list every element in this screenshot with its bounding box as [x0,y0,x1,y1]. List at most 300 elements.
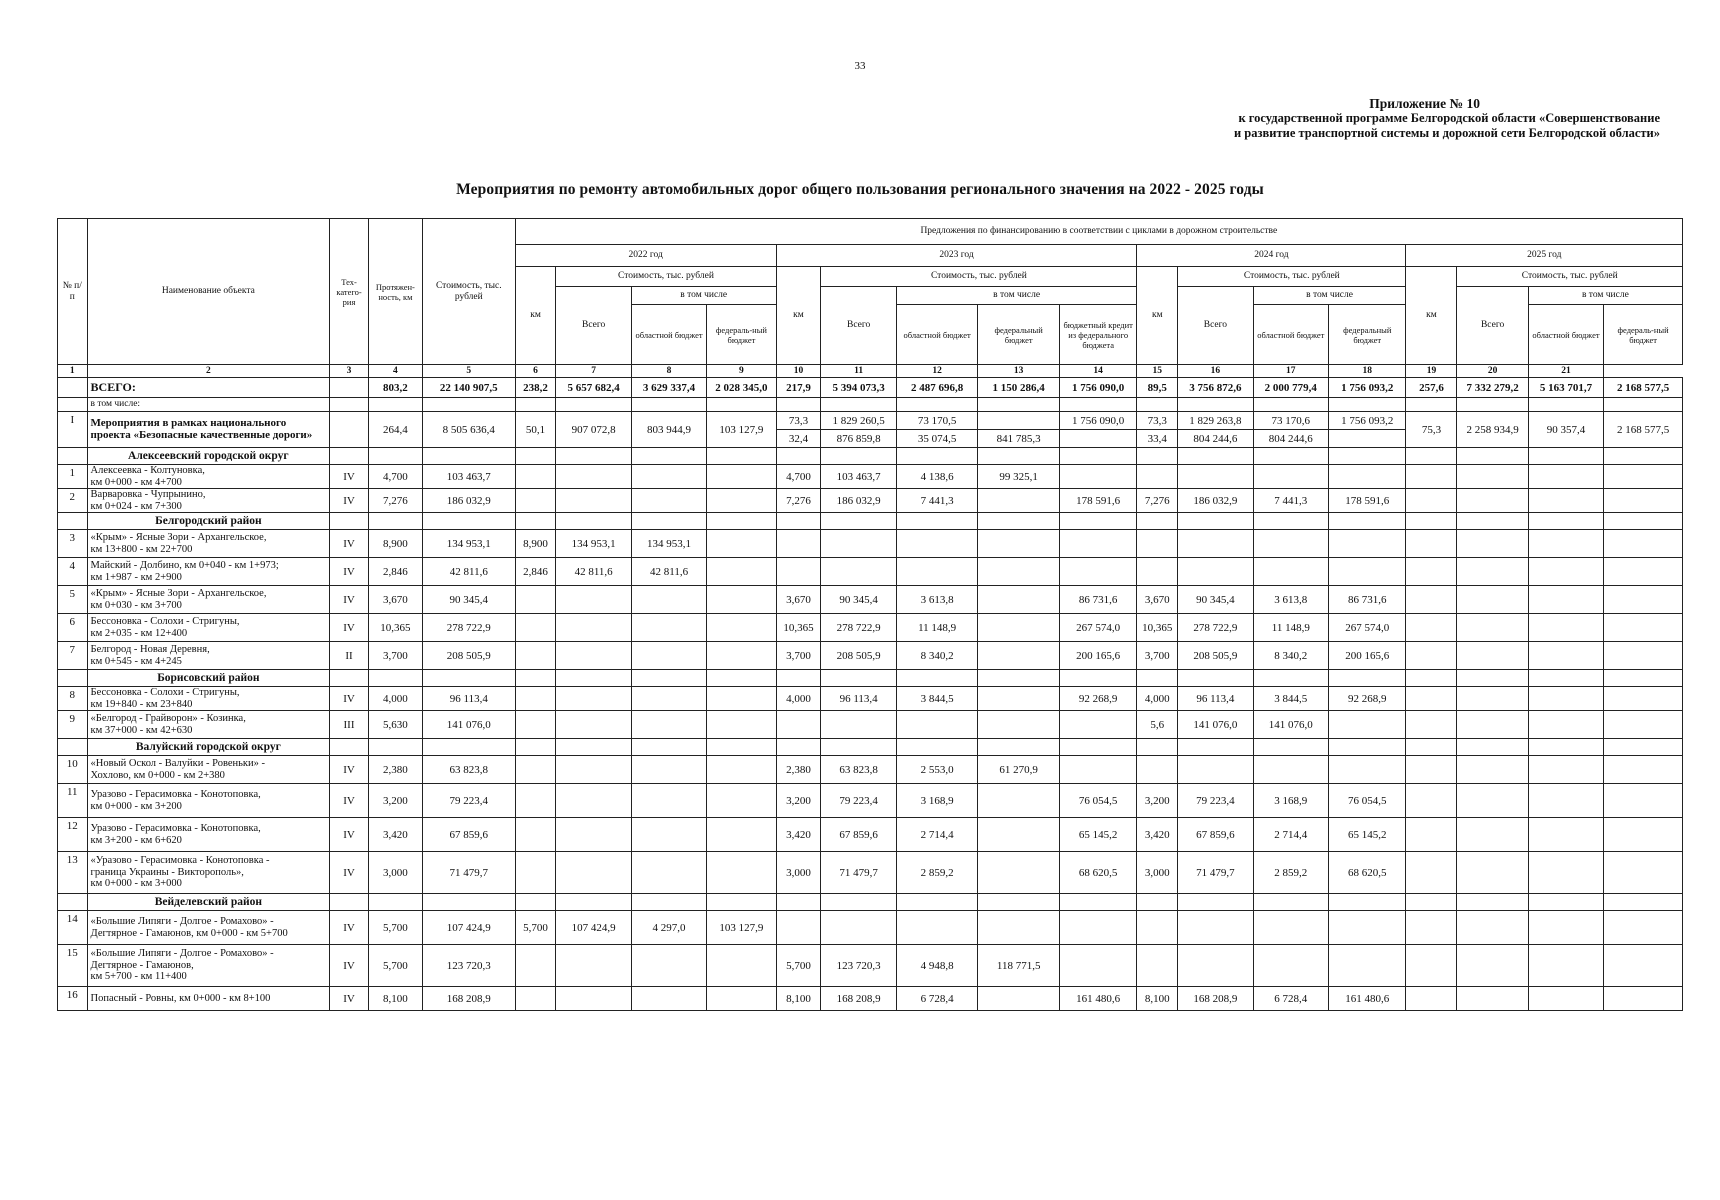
table-cell [1528,614,1603,642]
road-repair-table [57,218,1683,1011]
table-cell: IV [330,489,369,513]
project-category [330,412,369,448]
blank-cell [896,513,978,530]
table-cell [1059,558,1136,586]
table-cell [631,614,706,642]
project-sub-b-cell: 33,4 [1137,430,1178,448]
table-cell [1406,530,1457,558]
table-cell: 92 268,9 [1059,687,1136,711]
table-cell: 3,420 [368,818,422,852]
blank-cell [368,739,422,756]
table-cell [707,687,776,711]
table-cell [896,911,978,945]
blank-cell [1253,398,1328,412]
blank-cell [556,739,631,756]
blank-cell [896,448,978,465]
blank-cell [556,670,631,687]
row-index: 10 [58,756,88,784]
blank-cell [978,894,1060,911]
table-cell [556,756,631,784]
blank-cell [1137,670,1178,687]
blank-cell [707,894,776,911]
table-cell: 7,276 [1137,489,1178,513]
project-sub-b-cell: 804 244,6 [1253,430,1328,448]
header-total-2025: Всего [1457,287,1528,365]
table-cell: IV [330,614,369,642]
project-length: 264,4 [368,412,422,448]
in-total-row [58,398,1683,412]
table-cell [556,586,631,614]
table-cell: 2,380 [368,756,422,784]
table-cell: 3 613,8 [896,586,978,614]
row-index: 3 [58,530,88,558]
table-cell: 186 032,9 [1178,489,1253,513]
blank-cell [821,670,896,687]
blank-cell [707,513,776,530]
blank-cell [1253,739,1328,756]
table-cell [1059,530,1136,558]
table-cell: 90 345,4 [821,586,896,614]
row-index: 14 [58,911,88,945]
column-number: 17 [1253,365,1328,378]
table-cell: 4,000 [1137,687,1178,711]
blank-cell [631,448,706,465]
table-cell [707,642,776,670]
table-cell [821,530,896,558]
blank-cell [776,398,821,412]
table-cell [631,465,706,489]
table-cell: IV [330,784,369,818]
table-cell: 8 340,2 [1253,642,1328,670]
table-cell [1528,756,1603,784]
table-cell [1406,489,1457,513]
table-cell: 278 722,9 [821,614,896,642]
blank-cell [58,739,88,756]
blank-cell [1528,670,1603,687]
table-row [58,818,1683,852]
project-sub-b-cell: 32,4 [776,430,821,448]
table-cell: 5,6 [1137,711,1178,739]
table-cell: 161 480,6 [1059,987,1136,1011]
blank-cell [821,739,896,756]
table-cell: 2 553,0 [896,756,978,784]
table-cell [631,687,706,711]
column-number: 19 [1406,365,1457,378]
blank-cell [1178,398,1253,412]
row-index: 5 [58,586,88,614]
table-cell: 5,700 [776,945,821,987]
project-index: I [58,412,88,448]
table-cell: IV [330,465,369,489]
table-cell: 103 127,9 [707,911,776,945]
table-cell [1457,784,1528,818]
blank-cell [821,513,896,530]
table-cell [978,489,1060,513]
blank-cell [1253,448,1328,465]
table-cell [1253,911,1328,945]
total-label: ВСЕГО: [87,378,330,398]
project-sub-a-cell: 1 829 260,5 [821,412,896,430]
header-regional-2022: областной бюджет [631,305,706,365]
table-row [58,614,1683,642]
table-cell: 99 325,1 [978,465,1060,489]
table-cell [1329,558,1406,586]
table-cell: 5,630 [368,711,422,739]
blank-cell [1253,894,1328,911]
table-cell: IV [330,818,369,852]
row-index: 4 [58,558,88,586]
blank-cell [422,398,515,412]
blank-cell [1457,398,1528,412]
table-row [58,945,1683,987]
table-cell: 161 480,6 [1329,987,1406,1011]
blank-cell [978,513,1060,530]
district-row [58,448,1683,465]
table-cell: 2 714,4 [896,818,978,852]
table-cell [631,489,706,513]
table-cell [1406,911,1457,945]
total-cell: 1 756 093,2 [1329,378,1406,398]
blank-cell [896,739,978,756]
district-name: Алексеевский городской округ [87,448,330,465]
header-cost-2022: Стоимость, тыс. рублей [556,267,776,287]
table-cell: IV [330,945,369,987]
blank-cell [1457,894,1528,911]
table-cell [1406,614,1457,642]
column-number: 8 [631,365,706,378]
table-cell: 3,670 [776,586,821,614]
table-cell [1604,945,1683,987]
table-cell [515,711,556,739]
column-number: 12 [896,365,978,378]
table-cell: 8,100 [1137,987,1178,1011]
table-cell: 86 731,6 [1329,586,1406,614]
table-cell [1406,818,1457,852]
table-cell: 3,700 [776,642,821,670]
blank-cell [1329,739,1406,756]
header-year-2022: 2022 год [515,245,776,267]
table-cell [1528,945,1603,987]
column-number: 1 [58,365,88,378]
project-sub-a-cell [978,412,1060,430]
table-cell [1604,987,1683,1011]
table-cell: 3,000 [1137,852,1178,894]
column-number: 10 [776,365,821,378]
blank-cell [58,670,88,687]
table-cell [515,756,556,784]
table-cell: 107 424,9 [556,911,631,945]
table-cell [1604,784,1683,818]
column-number: 2 [87,365,330,378]
table-cell [978,711,1060,739]
table-cell: 68 620,5 [1059,852,1136,894]
table-cell [1253,756,1328,784]
table-cell [1528,818,1603,852]
table-cell: 141 076,0 [1178,711,1253,739]
table-cell [1253,530,1328,558]
blank-cell [1059,513,1136,530]
table-cell: 90 345,4 [1178,586,1253,614]
table-cell: 10,365 [1137,614,1178,642]
blank-cell [631,513,706,530]
table-cell: 8 340,2 [896,642,978,670]
table-cell [776,558,821,586]
project-sub-b-cell: 841 785,3 [978,430,1060,448]
table-row [58,711,1683,739]
table-cell: 3 168,9 [1253,784,1328,818]
page-number: 33 [854,60,866,72]
row-index: 16 [58,987,88,1011]
table-cell: 4,000 [368,687,422,711]
table-cell [1604,586,1683,614]
total-cell: 5 163 701,7 [1528,378,1603,398]
table-cell: 178 591,6 [1329,489,1406,513]
table-cell: 3,200 [368,784,422,818]
table-cell: 67 859,6 [1178,818,1253,852]
total-cell: 3 756 872,6 [1178,378,1253,398]
blank-cell [1329,448,1406,465]
blank-cell [1406,739,1457,756]
blank-cell [1137,513,1178,530]
table-cell: 3,000 [776,852,821,894]
blank-cell [978,398,1060,412]
table-cell [1178,465,1253,489]
table-cell: 11 148,9 [896,614,978,642]
table-cell [631,945,706,987]
table-cell [1457,586,1528,614]
table-cell: 178 591,6 [1059,489,1136,513]
project-row [58,412,1683,430]
blank-cell [1528,739,1603,756]
table-cell: 7 441,3 [1253,489,1328,513]
project-federal-2025: 2 168 577,5 [1604,412,1683,448]
table-cell [1253,558,1328,586]
table-cell: 278 722,9 [1178,614,1253,642]
total-cell: 2 168 577,5 [1604,378,1683,398]
table-cell: 65 145,2 [1059,818,1136,852]
table-cell [556,489,631,513]
blank-cell [556,398,631,412]
table-cell [556,945,631,987]
header-including-2025: в том числе [1528,287,1682,305]
blank-cell [1329,398,1406,412]
appendix-heading [1234,96,1660,141]
table-cell: 186 032,9 [422,489,515,513]
table-cell: 90 345,4 [422,586,515,614]
project-name: Мероприятия в рамках национального проекта «Безопасные качественные дороги» [87,412,330,448]
blank-cell [1329,670,1406,687]
table-cell: 107 424,9 [422,911,515,945]
object-name: «Уразово - Герасимовка - Конотоповка - граница Украины - Викторополь», км 0+000 - км 3+000 [87,852,330,894]
blank-cell [330,894,369,911]
table-cell: 3,670 [368,586,422,614]
header-km-2024: км [1137,267,1178,365]
table-cell [1406,642,1457,670]
table-cell [1457,818,1528,852]
blank-cell [1406,513,1457,530]
project-sub-a-cell: 73 170,5 [896,412,978,430]
header-federal-2022: федераль-ный бюджет [707,305,776,365]
blank-cell [1457,513,1528,530]
table-cell [1457,558,1528,586]
table-cell: 11 148,9 [1253,614,1328,642]
table-cell [1604,614,1683,642]
table-cell: 79 223,4 [1178,784,1253,818]
header-cost-2025: Стоимость, тыс. рублей [1457,267,1683,287]
table-cell [1604,911,1683,945]
header-num: № п/п [58,219,88,365]
table-cell [1457,756,1528,784]
object-name: «Новый Оскол - Валуйки - Ровеньки» - Хохлово, км 0+000 - км 2+380 [87,756,330,784]
row-index: 8 [58,687,88,711]
project-sub-a-cell: 73 170,6 [1253,412,1328,430]
total-cell: 5 657 682,4 [556,378,631,398]
column-number: 20 [1457,365,1528,378]
object-name: Бессоновка - Солохи - Стригуны, км 19+840 - км 23+840 [87,687,330,711]
table-cell [1604,530,1683,558]
table-cell [1059,945,1136,987]
table-cell [1528,987,1603,1011]
table-cell [1406,756,1457,784]
header-category: Тех-катего-рия [330,219,369,365]
table-cell [707,465,776,489]
total-row [58,378,1683,398]
object-name: Варваровка - Чупрынино, км 0+024 - км 7+300 [87,489,330,513]
table-cell: 6 728,4 [1253,987,1328,1011]
table-cell: 5,700 [368,945,422,987]
project-federal-2022: 103 127,9 [707,412,776,448]
table-cell: 118 771,5 [978,945,1060,987]
table-cell: 3,670 [1137,586,1178,614]
table-cell [1137,465,1178,489]
table-cell [707,558,776,586]
row-index: 7 [58,642,88,670]
table-cell: IV [330,852,369,894]
blank-cell [978,448,1060,465]
table-cell [556,784,631,818]
project-sub-a-cell: 1 756 093,2 [1329,412,1406,430]
table-cell [1528,530,1603,558]
district-name: Вейделевский район [87,894,330,911]
object-name: «Крым» - Ясные Зори - Архангельское, км 13+800 - км 22+700 [87,530,330,558]
table-cell [515,687,556,711]
table-cell: 134 953,1 [631,530,706,558]
blank-cell [330,670,369,687]
table-cell: 96 113,4 [821,687,896,711]
table-cell [631,852,706,894]
table-cell [978,687,1060,711]
blank-cell [821,448,896,465]
table-cell [1253,465,1328,489]
project-sub-a-cell: 73,3 [776,412,821,430]
project-sub-b-cell [1059,430,1136,448]
object-name: Уразово - Герасимовка - Конотоповка, км 0+000 - км 3+200 [87,784,330,818]
in-total-label: в том числе: [87,398,330,412]
table-cell [1059,911,1136,945]
table-cell: 2 859,2 [896,852,978,894]
header-regional-2024: областной бюджет [1253,305,1328,365]
blank-cell [1137,739,1178,756]
table-cell [1604,756,1683,784]
table-cell: 200 165,6 [1059,642,1136,670]
table-cell: 4,700 [368,465,422,489]
row-index: 9 [58,711,88,739]
header-federal-2024: федеральный бюджет [1329,305,1406,365]
table-cell: IV [330,558,369,586]
project-sub-a-cell: 1 829 263,8 [1178,412,1253,430]
blank-cell [1253,670,1328,687]
blank-cell [1406,448,1457,465]
table-cell [1137,756,1178,784]
object-name: Белгород - Новая Деревня, км 0+545 - км 4+245 [87,642,330,670]
table-cell [556,642,631,670]
table-row [58,987,1683,1011]
total-cell: 257,6 [1406,378,1457,398]
table-cell [1528,911,1603,945]
table-cell [515,784,556,818]
object-name: «Белгород - Грайворон» - Козинка, км 37+000 - км 42+630 [87,711,330,739]
blank-cell [978,670,1060,687]
table-cell: 5,700 [515,911,556,945]
table-cell: 2 714,4 [1253,818,1328,852]
appendix-line-3: и развитие транспортной системы и дорожной сети Белгородской области» [1233,126,1660,140]
table-cell: IV [330,756,369,784]
table-cell [707,614,776,642]
table-cell [1604,818,1683,852]
object-name: Попасный - Ровны, км 0+000 - км 8+100 [87,987,330,1011]
table-cell: 4 948,8 [896,945,978,987]
blank-cell [1178,513,1253,530]
table-row [58,687,1683,711]
header-total-2023: Всего [821,287,896,365]
table-cell: 2,846 [368,558,422,586]
project-regional-2025: 90 357,4 [1528,412,1603,448]
table-cell: 4,000 [776,687,821,711]
table-cell [1406,987,1457,1011]
project-regional-2022: 803 944,9 [631,412,706,448]
blank-cell [1528,894,1603,911]
table-cell: 96 113,4 [1178,687,1253,711]
table-cell: IV [330,987,369,1011]
blank-cell [422,448,515,465]
table-cell: 2 859,2 [1253,852,1328,894]
column-number: 6 [515,365,556,378]
total-cell: 5 394 073,3 [821,378,896,398]
table-cell: 63 823,8 [821,756,896,784]
header-including-2022: в том числе [631,287,776,305]
blank-cell [1604,448,1683,465]
total-cell: 2 028 345,0 [707,378,776,398]
header-total-2024: Всего [1178,287,1253,365]
blank-cell [515,448,556,465]
row-index: 2 [58,489,88,513]
column-number: 9 [707,365,776,378]
total-cell: 3 629 337,4 [631,378,706,398]
blank-cell [368,398,422,412]
table-cell [1457,987,1528,1011]
table-row [58,642,1683,670]
table-cell [1528,465,1603,489]
blank-cell [896,670,978,687]
table-cell [1604,852,1683,894]
table-cell [1528,642,1603,670]
table-cell: 8,900 [515,530,556,558]
table-cell [1406,852,1457,894]
table-cell [707,489,776,513]
blank-cell [58,894,88,911]
table-cell: 200 165,6 [1329,642,1406,670]
table-cell: 68 620,5 [1329,852,1406,894]
